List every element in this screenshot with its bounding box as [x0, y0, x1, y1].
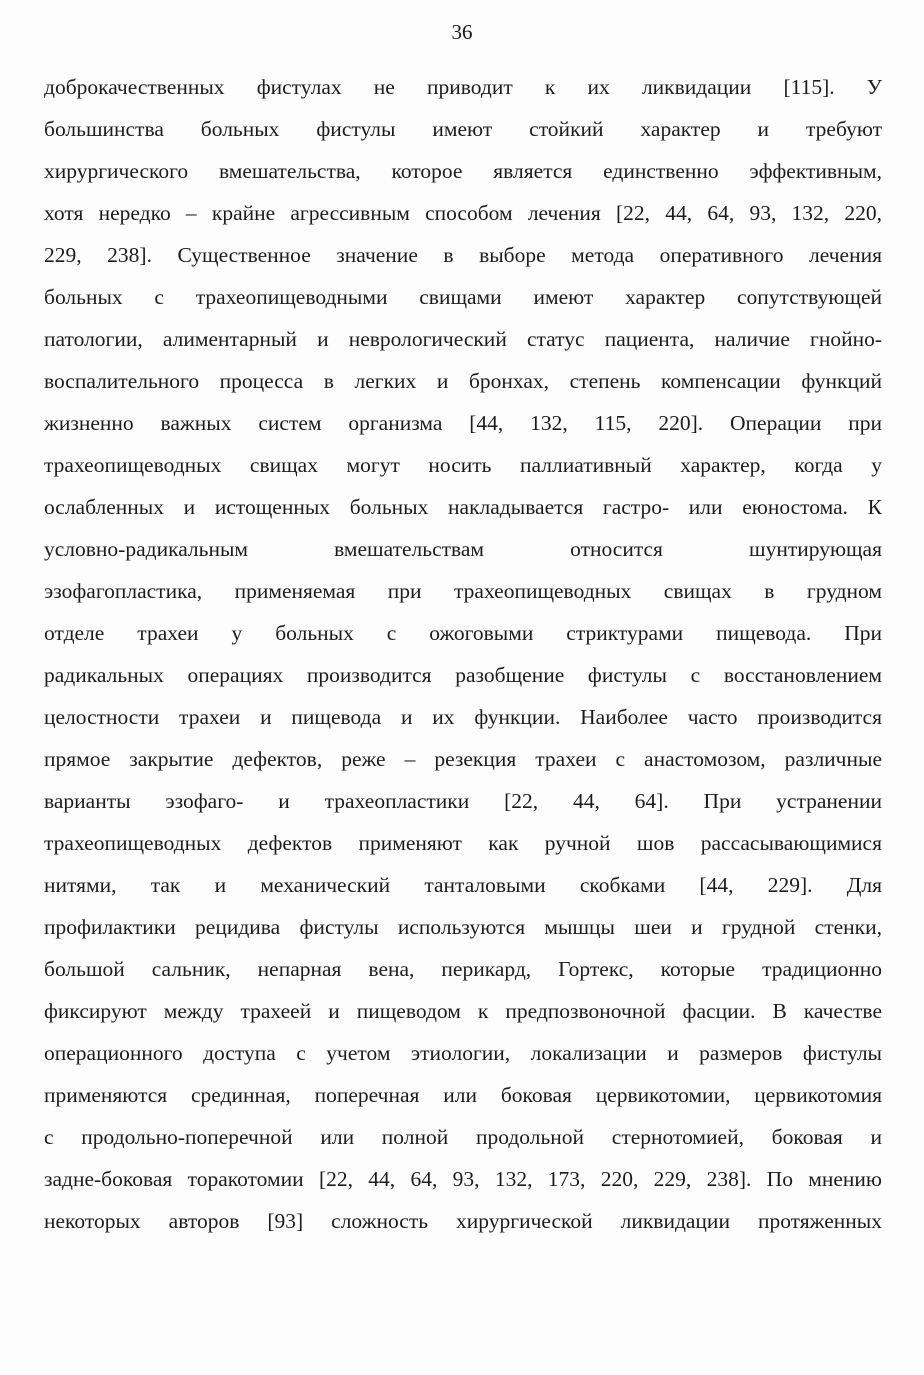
text-line: операционного доступа с учетом этиологии, локализации и размеров фистулы	[44, 1041, 882, 1065]
text-line: патологии, алиментарный и неврологический статус пациента, наличие гнойно-	[44, 327, 882, 351]
text-line: некоторых авторов [93] сложность хирургической ликвидации протяженных	[44, 1209, 882, 1233]
text-line: варианты эзофаго- и трахеопластики [22, 44, 64]. При устранении	[44, 789, 882, 813]
text-line: трахеопищеводных дефектов применяют как ручной шов рассасывающимися	[44, 831, 882, 855]
body-text	[44, 66, 882, 1242]
text-line: трахеопищеводных свищах могут носить паллиативный характер, когда у	[44, 453, 882, 477]
text-line: больных с трахеопищеводными свищами имеют характер сопутствующей	[44, 285, 882, 309]
text-line: применяются срединная, поперечная или боковая цервикотомии, цервикотомия	[44, 1083, 882, 1107]
text-line: задне-боковая торакотомии [22, 44, 64, 93, 132, 173, 220, 229, 238]. По мнению	[44, 1167, 882, 1191]
text-line: воспалительного процесса в легких и бронхах, степень компенсации функций	[44, 369, 882, 393]
text-line: радикальных операциях производится разобщение фистулы с восстановлением	[44, 663, 882, 687]
page-number: 36	[451, 20, 473, 44]
text-line: большинства больных фистулы имеют стойкий характер и требуют	[44, 117, 882, 141]
text-line: ослабленных и истощенных больных накладывается гастро- или еюностома. К	[44, 495, 882, 519]
text-line: целостности трахеи и пищевода и их функции. Наиболее часто производится	[44, 705, 882, 729]
text-line: жизненно важных систем организма [44, 132, 115, 220]. Операции при	[44, 411, 882, 435]
text-line: профилактики рецидива фистулы используются мышцы шеи и грудной стенки,	[44, 915, 882, 939]
text-line: доброкачественных фистулах не приводит к их ликвидации [115]. У	[44, 75, 882, 99]
text-line: отделе трахеи у больных с ожоговыми стриктурами пищевода. При	[44, 621, 882, 645]
text-line: прямое закрытие дефектов, реже – резекция трахеи с анастомозом, различные	[44, 747, 882, 771]
text-line: с продольно-поперечной или полной продольной стернотомией, боковая и	[44, 1125, 882, 1149]
text-line: большой сальник, непарная вена, перикард, Гортекс, которые традиционно	[44, 957, 882, 981]
text-line: хотя нередко – крайне агрессивным способом лечения [22, 44, 64, 93, 132, 220,	[44, 201, 882, 225]
text-line: фиксируют между трахеей и пищеводом к предпозвоночной фасции. В качестве	[44, 999, 882, 1023]
text-line: условно-радикальным вмешательствам относится шунтирующая	[44, 537, 882, 561]
text-line: 229, 238]. Существенное значение в выборе метода оперативного лечения	[44, 243, 882, 267]
text-line: эзофагопластика, применяемая при трахеопищеводных свищах в грудном	[44, 579, 882, 603]
text-line: хирургического вмешательства, которое является единственно эффективным,	[44, 159, 882, 183]
text-line: нитями, так и механический танталовыми скобками [44, 229]. Для	[44, 873, 882, 897]
